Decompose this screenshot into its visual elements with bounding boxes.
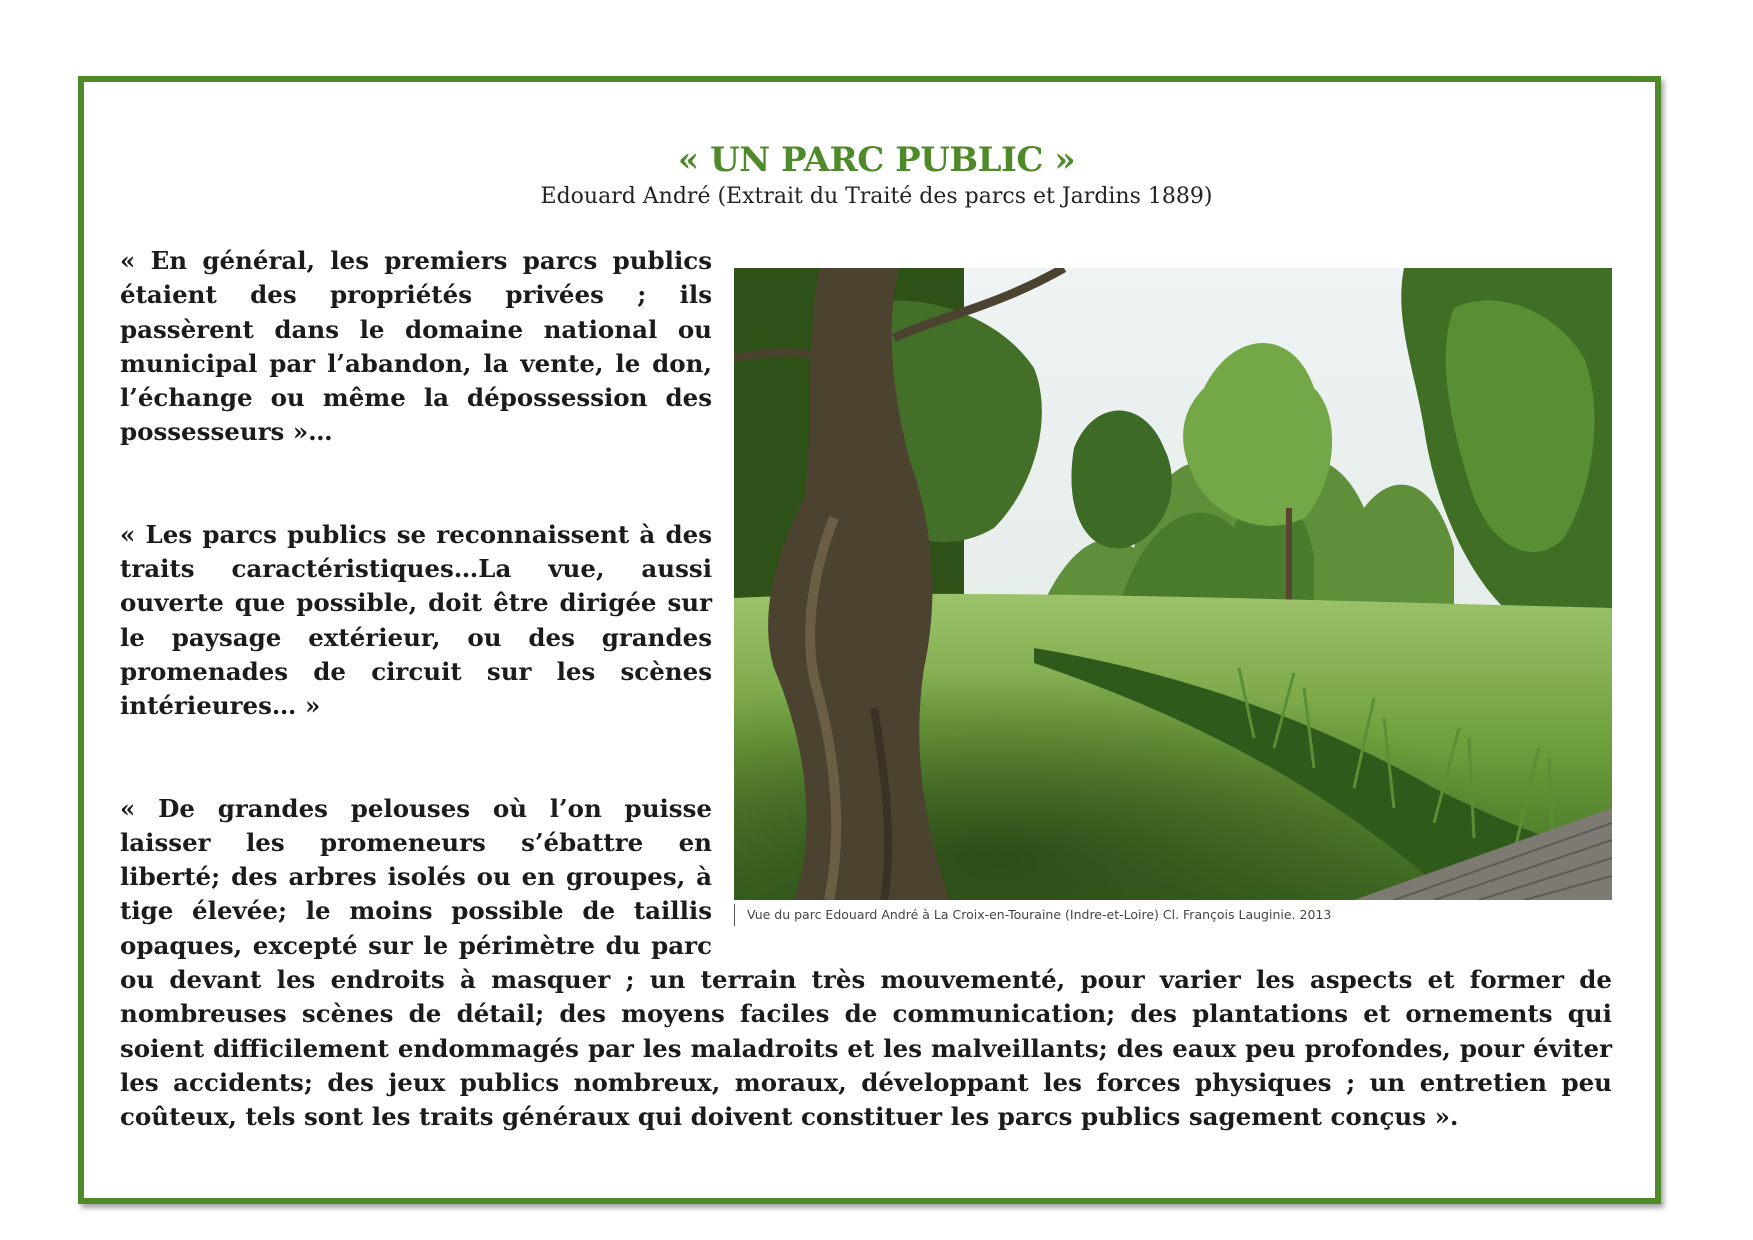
photo-caption: Vue du parc Edouard André à La Croix-en-Touraine (Indre-et-Loire) Cl. François Lauginie. 2013 [734,904,1354,926]
page-subtitle: Edouard André (Extrait du Traité des parcs et Jardins 1889) [540,184,1213,209]
quote-paragraph-2: « Les parcs publics se reconnaissent à des traits caractéristiques…La vue, aussi ouverte que possible, doit être dirigée sur le paysage extérieur, ou des grandes promenades de circuit sur les scènes intérieures… » [120,519,712,721]
quote-paragraph-1: « En général, les premiers parcs publics étaient des propriétés privées ; ils passèrent dans le domaine national ou municipal par l’abandon, la vente, le don, l’échange ou même la dépossession des possesseurs »… [120,246,712,447]
park-photo [734,268,1612,900]
page-title: « UN PARC PUBLIC » [677,140,1076,180]
park-photo-figure [734,268,1612,930]
quote-paragraph-3: « De grandes pelouses où l’on puisse laisser les promeneurs s’ébattre en liberté; des arbres isolés ou en groupes, à tige élevée; le moins possible de taillis opaques, excepté sur le périmètre du parc ou devant les endroits à masquer ; un terrain très mouvementé, pour varier les aspects et former de nombreuses scènes de détail; des moyens faciles de communication; des plantations et ornements qui soient difficilement endommagés par les maladroits et les malveillants; des eaux peu profondes, pour éviter les accidents; des jeux publics nombreux, moraux, développant les forces physiques ; un entretien peu coûteux, tels sont les traits généraux qui doivent constituer les parcs publics sagement conçus ». [120,793,1612,1132]
main-text [120,244,1612,1135]
